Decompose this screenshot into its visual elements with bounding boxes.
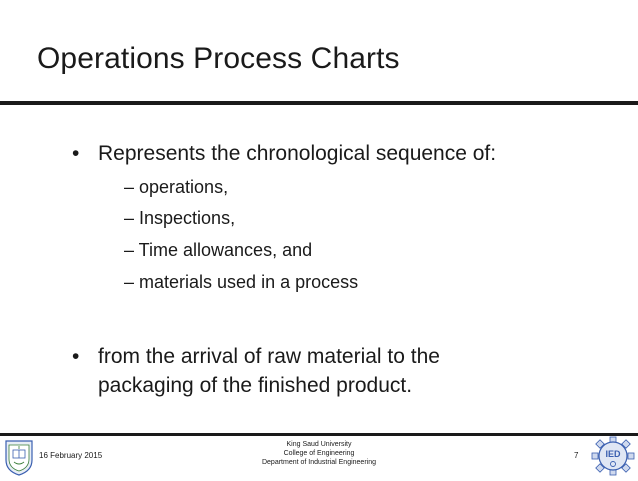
- footer-line: Department of Industrial Engineering: [261, 459, 376, 466]
- footer-institution: [219, 440, 419, 467]
- sub-item: – operations,: [124, 177, 229, 197]
- bullet-text-line: from the arrival of raw material to the: [98, 345, 440, 368]
- bullet-glyph: •: [72, 345, 80, 368]
- ied-department-logo-icon: [590, 436, 636, 476]
- footer-line: King Saud University: [286, 441, 352, 448]
- slide-title: Operations Process Charts: [37, 42, 400, 75]
- sub-item: – Inspections,: [124, 208, 236, 228]
- svg-text:IED: IED: [605, 449, 621, 459]
- university-crest-icon: [3, 438, 35, 476]
- footer-date: 16 February 2015: [39, 451, 103, 460]
- bullet-glyph: •: [72, 142, 80, 165]
- footer-divider: [0, 433, 638, 436]
- bullet-item: [72, 142, 497, 166]
- bullet-text: Represents the chronological sequence of:: [98, 142, 497, 165]
- sub-item: – Time allowances, and: [124, 240, 313, 260]
- sub-item: – materials used in a process: [124, 272, 359, 292]
- title-divider: [0, 101, 638, 105]
- bullet-continuation: [98, 374, 412, 398]
- footer-line: College of Engineering: [283, 450, 355, 457]
- bullet-text-line: packaging of the finished product.: [98, 374, 413, 397]
- page-number: 7: [574, 451, 579, 460]
- bullet-item: [72, 345, 440, 369]
